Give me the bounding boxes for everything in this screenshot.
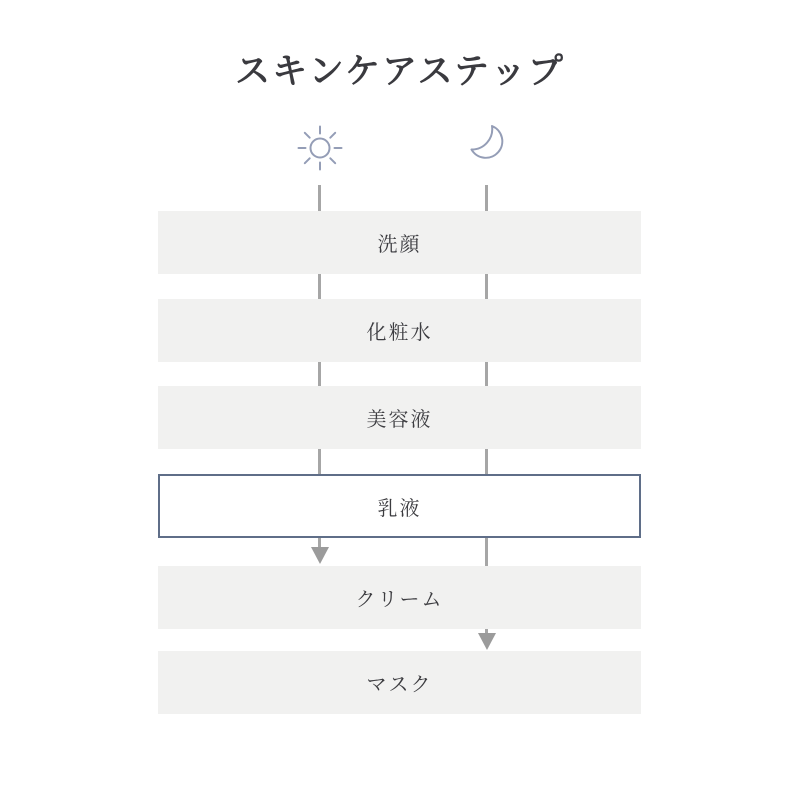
moon-icon	[462, 120, 510, 168]
night-arrow-down-icon	[478, 633, 496, 650]
step-label: 化粧水	[366, 322, 433, 344]
step-label: クリーム	[355, 589, 444, 611]
step-serum	[158, 386, 641, 449]
step-face-wash	[158, 211, 641, 274]
step-emulsion-highlighted	[158, 474, 641, 538]
step-label: マスク	[366, 674, 433, 696]
step-label: 乳液	[377, 497, 422, 520]
sun-icon	[293, 121, 347, 175]
step-label: 洗顔	[377, 234, 422, 256]
step-label: 美容液	[366, 409, 433, 431]
page-title: スキンケアステップ	[235, 52, 565, 91]
step-cream	[158, 566, 641, 629]
step-mask	[158, 651, 641, 714]
morning-arrow-down-icon	[311, 547, 329, 564]
step-toner	[158, 299, 641, 362]
